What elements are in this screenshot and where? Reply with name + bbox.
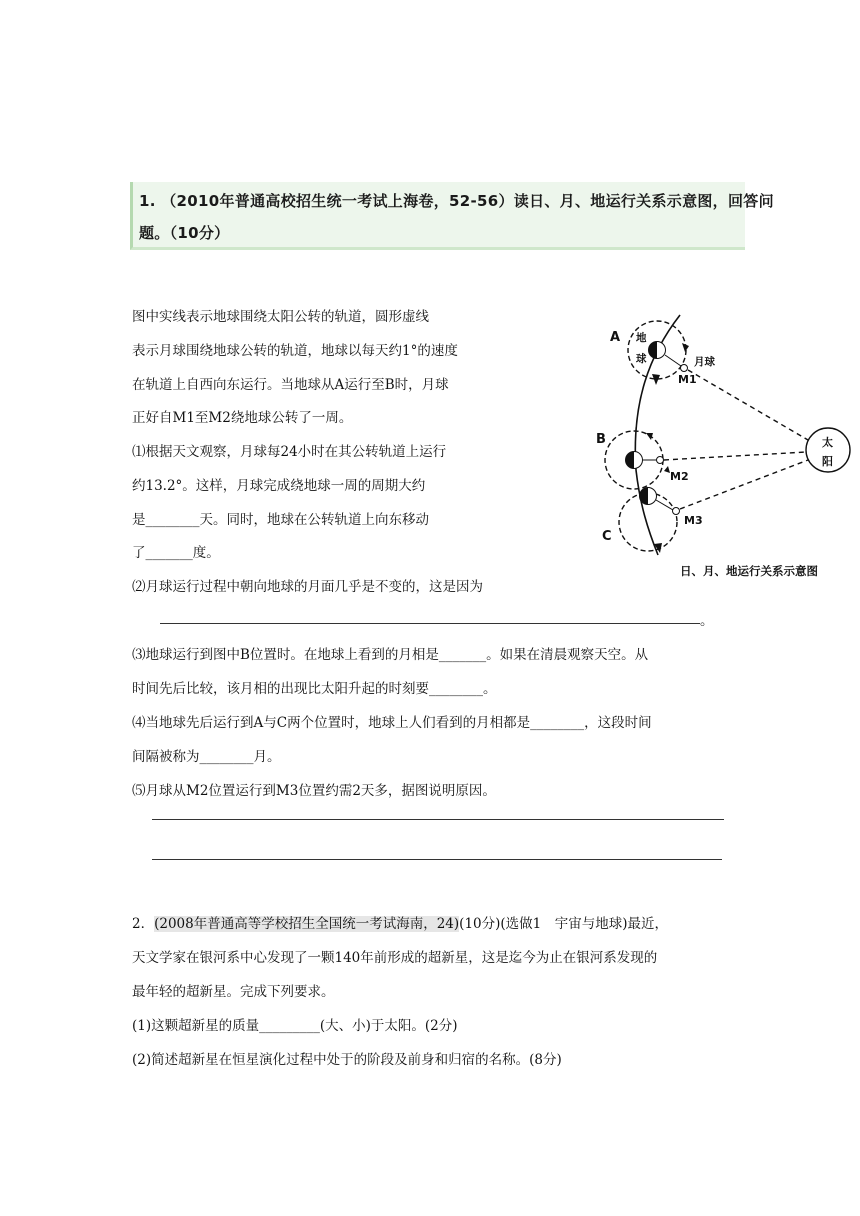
q1-part4-line-1: ⑷当地球先后运行到A与C两个位置时，地球上人们看到的月相都是________，这段时间 xyxy=(132,715,652,731)
question-1-header xyxy=(130,182,774,250)
diagram-label-b: B xyxy=(596,432,606,447)
moon-m1 xyxy=(681,365,688,372)
diagram-earth-text-2: 球 xyxy=(636,353,647,365)
moon-m3 xyxy=(673,508,680,515)
diagram-earth-text-1: 地 xyxy=(636,332,647,344)
diagram-caption: 日、月、地运行关系示意图 xyxy=(680,564,818,578)
question-2-line-1 xyxy=(132,912,668,932)
intro-line-2: 表示月球围绕地球公转的轨道，地球以每天约1°的速度 xyxy=(132,343,458,359)
q1-part5-line: ⑸月球从M2位置运行到M3位置约需2天多，据图说明原因。 xyxy=(132,783,496,799)
question-2-sub-1: (1)这颗超新星的质量_________(大、小)于太阳。(2分) xyxy=(132,1018,458,1034)
sun-earth-moon-diagram xyxy=(590,300,860,590)
question-2-line-1-rest: (10分)(选做1 宇宙与地球)最近， xyxy=(459,916,669,932)
intro-line-1: 图中实线表示地球围绕太阳公转的轨道，圆形虚线 xyxy=(132,309,429,325)
question-1-header-line-1: 1. （2010年普通高校招生统一考试上海卷，52-56）读日、月、地运行关系示意图，回答问 xyxy=(139,192,774,210)
intro-line-3: 在轨道上自西向东运行。当地球从A运行至B时，月球 xyxy=(132,377,449,393)
q1-part5-answer-line-2 xyxy=(152,859,722,860)
diagram-sun-text-2: 阳 xyxy=(822,455,833,468)
q1-part4-line-2: 间隔被称为________月。 xyxy=(132,749,281,765)
orbit-diagram-svg xyxy=(590,300,860,590)
q1-part1-line-2: 约13.2°。这样，月球完成绕地球一周的周期大约 xyxy=(132,478,426,494)
diagram-sun-text-1: 太 xyxy=(822,436,833,449)
intro-line-4: 正好自M1至M2绕地球公转了一周。 xyxy=(132,410,353,426)
moon-m2 xyxy=(657,457,664,464)
diagram-label-a: A xyxy=(610,330,621,345)
question-2-line-3: 最年轻的超新星。完成下列要求。 xyxy=(132,984,335,1000)
question-2-source: (2008年普通高等学校招生全国统一考试海南，24) xyxy=(154,916,460,932)
q1-part1-line-1: ⑴根据天文观察，月球每24小时在其公转轨道上运行 xyxy=(132,444,447,460)
diagram-moon-text: 月球 xyxy=(694,356,715,368)
q1-part2-answer-line xyxy=(160,623,700,624)
diagram-m3-label: M3 xyxy=(684,514,703,527)
diagram-m1-label: M1 xyxy=(678,373,697,386)
diagram-label-c: C xyxy=(602,529,612,544)
q1-part2-end-mark: 。 xyxy=(700,613,714,629)
question-2-sub-2: (2)简述超新星在恒星演化过程中处于的阶段及前身和归宿的名称。(8分) xyxy=(132,1052,562,1068)
q1-part3-line-2: 时间先后比较，该月相的出现比太阳升起的时刻要________。 xyxy=(132,681,497,697)
q1-part1-line-4: 了_______度。 xyxy=(132,545,220,561)
question-2-line-2: 天文学家在银河系中心发现了一颗140年前形成的超新星，这是迄今为止在银河系发现的 xyxy=(132,950,658,966)
q1-part2-line: ⑵月球运行过程中朝向地球的月面几乎是不变的，这是因为 xyxy=(132,579,483,595)
question-2-number: 2． xyxy=(132,916,155,932)
diagram-m2-label: M2 xyxy=(670,470,689,483)
q1-part5-answer-line-1 xyxy=(152,819,724,820)
q1-part3-line-1: ⑶地球运行到图中B位置时。在地球上看到的月相是_______。如果在清晨观察天空。从 xyxy=(132,647,649,663)
question-1-header-line-2: 题。（10分） xyxy=(139,224,230,242)
q1-part1-line-3: 是________天。同时，地球在公转轨道上向东移动 xyxy=(132,512,429,528)
